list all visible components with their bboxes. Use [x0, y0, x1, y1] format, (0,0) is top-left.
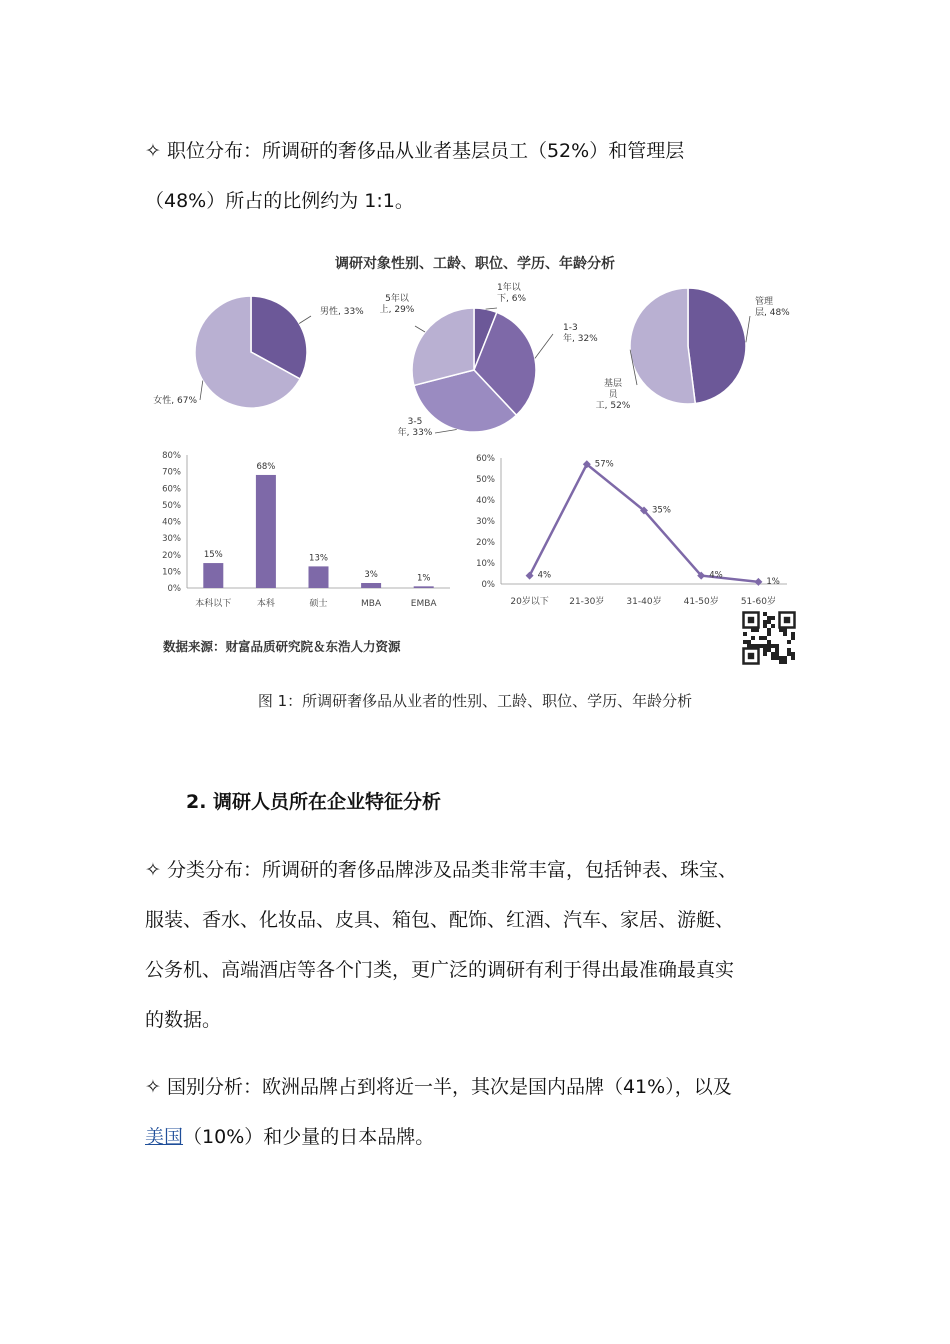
category-paragraph: [145, 845, 825, 1045]
category-line-4: 的数据。: [145, 1009, 222, 1031]
usa-link[interactable]: 美国: [145, 1126, 184, 1148]
pie-slice-label: 3-5 年, 33%: [397, 417, 433, 438]
qr-module: [783, 660, 787, 664]
qr-module: [787, 648, 791, 652]
pie-leader-line: [535, 334, 553, 358]
qr-module: [763, 644, 767, 648]
qr-module: [767, 640, 771, 644]
figure-title: 调研对象性别、工龄、职位、学历、年龄分析: [335, 256, 615, 272]
line-y-tick-label: 50%: [476, 475, 495, 485]
bar: [256, 475, 276, 588]
qr-module: [783, 656, 787, 660]
qr-module: [771, 624, 775, 628]
bar-y-tick-label: 0%: [167, 584, 181, 594]
line-data-label: 57%: [594, 459, 614, 470]
pie-slice-label: 男性, 33%: [320, 307, 364, 317]
qr-finder-center: [748, 617, 754, 623]
pie-leader-line: [746, 316, 750, 342]
bar-y-tick-label: 10%: [162, 567, 181, 578]
qr-module: [775, 652, 779, 656]
bar: [414, 586, 434, 588]
line-data-label: 1%: [766, 576, 780, 587]
qr-module: [791, 636, 795, 640]
qr-module: [767, 616, 771, 620]
bar: [309, 566, 329, 588]
bar-x-tick-label: 本科: [256, 599, 275, 609]
figure-source: 数据来源：财富品质研究院＆东浩人力资源: [163, 639, 401, 654]
intro-paragraph: [145, 126, 825, 226]
tenure-pie: [380, 281, 599, 438]
qr-module: [771, 656, 775, 660]
line-y-tick-label: 40%: [476, 496, 495, 506]
qr-module: [747, 640, 751, 644]
bar-data-label: 13%: [309, 553, 328, 564]
bar-y-tick-label: 40%: [162, 517, 181, 528]
pie-slice-label: 基层员工, 52%: [595, 379, 631, 411]
bar-y-tick-label: 80%: [162, 451, 181, 461]
line-y-tick-label: 30%: [476, 517, 495, 527]
line-x-tick-label: 20岁以下: [510, 597, 549, 607]
qr-module: [763, 652, 767, 656]
gender-pie: [153, 296, 364, 408]
qr-module: [763, 620, 767, 624]
qr-module: [783, 632, 787, 636]
line-data-label: 35%: [652, 505, 671, 516]
line-series: [530, 464, 759, 582]
pie-leader-line: [415, 326, 425, 332]
line-y-tick-label: 20%: [476, 538, 495, 548]
qr-module: [791, 652, 795, 656]
qr-module: [763, 612, 767, 616]
line-data-label: 4%: [709, 570, 723, 581]
country-line-2-rest: （10%）和少量的日本品牌。: [183, 1126, 435, 1148]
line-y-tick-label: 10%: [476, 559, 495, 569]
pie-slice-label: 1-3 年, 32%: [563, 323, 598, 344]
bar: [203, 563, 223, 588]
qr-module: [791, 656, 795, 660]
position-pie: [596, 288, 791, 411]
bar-y-tick-label: 50%: [162, 500, 181, 511]
pie-slice-label: 1年以下, 6%: [497, 283, 526, 304]
intro-line-2: （48%）所占的比例约为 1:1。: [145, 190, 414, 212]
qr-module: [787, 652, 791, 656]
pie-leader-line: [486, 308, 497, 309]
line-data-label: 4%: [537, 570, 552, 581]
qr-module: [787, 640, 791, 644]
line-y-tick-label: 60%: [476, 454, 495, 464]
bar-y-tick-label: 30%: [162, 534, 181, 545]
bar-data-label: 1%: [416, 573, 431, 584]
qr-module: [779, 656, 783, 660]
qr-module: [743, 640, 747, 644]
figure-canvas: [145, 238, 805, 670]
pie-slice-label: 女性, 67%: [153, 396, 197, 406]
education-bar-chart: [162, 451, 450, 609]
line-y-tick-label: 0%: [481, 580, 495, 590]
bar-data-label: 68%: [256, 461, 276, 472]
bar-y-tick-label: 20%: [162, 550, 181, 561]
qr-module: [791, 632, 795, 636]
bar-y-tick-label: 70%: [162, 467, 181, 478]
bar-y-tick-label: 60%: [162, 484, 181, 495]
qr-module: [767, 632, 771, 636]
qr-module: [775, 656, 779, 660]
pie-slice-label: 管理层, 48%: [755, 297, 790, 318]
intro-line-1: ✧ 职位分布：所调研的奢侈品从业者基层员工（52%）和管理层: [145, 140, 685, 162]
bar-x-tick-label: EMBA: [410, 599, 437, 609]
qr-finder-center: [784, 617, 790, 623]
line-x-tick-label: 41-50岁: [683, 597, 719, 607]
pie-leader-line: [435, 430, 457, 433]
qr-module: [767, 628, 771, 632]
qr-module: [775, 648, 779, 652]
line-x-tick-label: 51-60岁: [740, 597, 776, 607]
qr-module: [775, 644, 779, 648]
category-line-2: 服装、香水、化妆品、皮具、箱包、配饰、红酒、汽车、家居、游艇、: [145, 909, 735, 931]
bar-x-tick-label: MBA: [361, 599, 382, 609]
qr-module: [763, 624, 767, 628]
category-line-3: 公务机、高端酒店等各个门类，更广泛的调研有利于得出最准确最真实: [145, 959, 735, 981]
country-paragraph: [145, 1062, 825, 1162]
line-x-tick-label: 31-40岁: [626, 597, 662, 607]
bar: [361, 583, 381, 588]
qr-finder-center: [748, 653, 754, 659]
qr-module: [763, 648, 767, 652]
line-x-tick-label: 21-30岁: [569, 597, 605, 607]
pie-leader-line: [200, 381, 203, 400]
country-line-1: ✧ 国别分析：欧洲品牌占到将近一半，其次是国内品牌（41%），以及: [145, 1076, 732, 1098]
analysis-figure: [145, 238, 805, 670]
figure-caption: 图 1：所调研奢侈品从业者的性别、工龄、职位、学历、年龄分析: [257, 692, 693, 710]
qr-module: [771, 616, 775, 620]
qr-module: [767, 648, 771, 652]
bar-x-tick-label: 本科以下: [195, 599, 232, 609]
qr-module: [771, 644, 775, 648]
category-line-1: ✧ 分类分布：所调研的奢侈品牌涉及品类非常丰富，包括钟表、珠宝、: [145, 859, 737, 881]
bar-x-tick-label: 硕士: [309, 599, 328, 609]
qr-module: [771, 652, 775, 656]
line-point-marker: [754, 578, 762, 586]
age-line-chart: [476, 454, 787, 607]
qr-module: [763, 636, 767, 640]
pie-leader-line: [299, 316, 311, 323]
country-line-2: [145, 1112, 825, 1162]
qr-module: [743, 632, 747, 636]
bar-data-label: 3%: [364, 570, 378, 581]
qr-module: [759, 636, 763, 640]
bar-data-label: 15%: [203, 550, 223, 561]
pie-slice: [630, 288, 695, 404]
pie-slice: [688, 288, 746, 404]
qr-module: [767, 620, 771, 624]
qr-code-image: [743, 612, 795, 664]
section-heading: 2. 调研人员所在企业特征分析: [186, 791, 442, 813]
qr-module: [779, 660, 783, 664]
qr-module: [767, 644, 771, 648]
qr-module: [751, 636, 755, 640]
pie-slice-label: 5年以上, 29%: [379, 294, 415, 315]
